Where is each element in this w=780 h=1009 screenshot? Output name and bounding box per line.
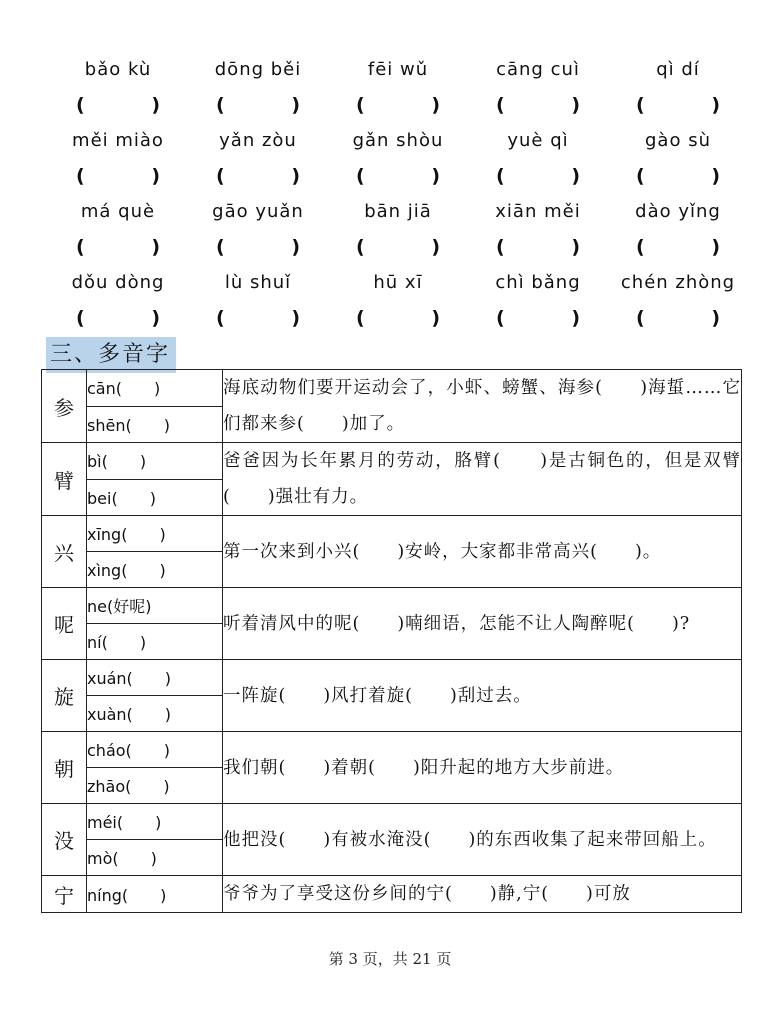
answer-blank[interactable]: ( ) — [496, 307, 580, 330]
pinyin-word: gāo yuǎn — [212, 201, 304, 223]
table-row — [42, 660, 742, 696]
pinyin-word: chén zhòng — [620, 272, 736, 294]
table-row — [42, 876, 742, 913]
answer-blank[interactable]: ( ) — [356, 94, 440, 117]
polyphone-char: 宁 — [42, 876, 87, 913]
pinyin-word: yǎn zòu — [219, 130, 297, 152]
pinyin-word: dào yǐng — [635, 201, 721, 223]
pronunciation-cell[interactable]: ní( ) — [87, 624, 223, 660]
polyphone-char: 参 — [42, 370, 87, 443]
pinyin-row — [48, 52, 748, 88]
pinyin-word: fēi wǔ — [367, 59, 429, 81]
page-footer: 第 3 页，共 21 页 — [328, 950, 452, 968]
answer-blank[interactable]: ( ) — [356, 236, 440, 259]
pronunciation-cell[interactable]: bei( ) — [87, 479, 223, 516]
polyphone-char: 兴 — [42, 516, 87, 588]
pronunciation-cell[interactable]: xuán( ) — [87, 660, 223, 696]
answer-blank[interactable]: ( ) — [636, 307, 720, 330]
pronunciation-cell[interactable]: cān( ) — [87, 370, 223, 407]
answer-blank[interactable]: ( ) — [76, 165, 160, 188]
answer-blank[interactable]: ( ) — [76, 236, 160, 259]
table-row — [42, 588, 742, 624]
pronunciation-cell[interactable]: zhāo( ) — [87, 768, 223, 804]
pinyin-word: dōng běi — [214, 59, 302, 81]
pinyin-word: dǒu dòng — [71, 272, 165, 294]
pinyin-word: má què — [80, 201, 156, 223]
table-row — [42, 804, 742, 840]
answer-row — [48, 159, 748, 195]
pronunciation-cell[interactable]: xuàn( ) — [87, 696, 223, 732]
polyphone-table — [41, 369, 742, 913]
pronunciation-cell[interactable]: shēn( ) — [87, 406, 223, 443]
pronunciation-cell[interactable]: mò( ) — [87, 840, 223, 876]
example-sentence[interactable]: 我们朝( )着朝( )阳升起的地方大步前进。 — [223, 732, 742, 804]
example-sentence[interactable]: 听着清风中的呢( )喃细语，怎能不让人陶醉呢( )? — [223, 588, 742, 660]
answer-blank[interactable]: ( ) — [216, 94, 300, 117]
pronunciation-cell[interactable]: níng( ) — [87, 876, 223, 913]
pinyin-word: hū xī — [373, 272, 423, 294]
answer-row — [48, 230, 748, 266]
example-sentence[interactable]: 爷爷为了享受这份乡间的宁( )静,宁( )可放 — [223, 876, 742, 913]
example-sentence[interactable]: 海底动物们要开运动会了，小虾、螃蟹、海参( )海蜇……它们都来参( )加了。 — [223, 370, 742, 443]
pinyin-word: cāng cuì — [496, 59, 580, 81]
table-row — [42, 516, 742, 552]
answer-blank[interactable]: ( ) — [216, 307, 300, 330]
answer-row — [48, 301, 748, 337]
polyphone-char: 呢 — [42, 588, 87, 660]
answer-blank[interactable]: ( ) — [356, 307, 440, 330]
pinyin-grid — [48, 52, 748, 336]
answer-blank[interactable]: ( ) — [496, 165, 580, 188]
answer-blank[interactable]: ( ) — [636, 236, 720, 259]
table-row — [42, 443, 742, 480]
pinyin-word: gào sù — [645, 130, 711, 152]
pronunciation-cell[interactable]: xìng( ) — [87, 552, 223, 588]
pronunciation-cell[interactable]: ne(好呢) — [87, 588, 223, 624]
pinyin-word: gǎn shòu — [352, 130, 444, 152]
pronunciation-cell[interactable]: cháo( ) — [87, 732, 223, 768]
pinyin-word: lù shuǐ — [224, 272, 292, 294]
pinyin-row — [48, 194, 748, 230]
pinyin-word: bǎo kù — [84, 59, 152, 81]
answer-blank[interactable]: ( ) — [496, 236, 580, 259]
pinyin-word: qì dí — [656, 59, 700, 81]
polyphone-char: 臂 — [42, 443, 87, 516]
pinyin-word: yuè qì — [507, 130, 569, 152]
answer-blank[interactable]: ( ) — [496, 94, 580, 117]
example-sentence[interactable]: 一阵旋( )风打着旋( )刮过去。 — [223, 660, 742, 732]
answer-blank[interactable]: ( ) — [216, 236, 300, 259]
section-title: 三、多音字 — [46, 337, 176, 373]
table-row — [42, 370, 742, 407]
example-sentence[interactable]: 第一次来到小兴( )安岭，大家都非常高兴( )。 — [223, 516, 742, 588]
answer-blank[interactable]: ( ) — [636, 165, 720, 188]
polyphone-char: 没 — [42, 804, 87, 876]
pronunciation-cell[interactable]: méi( ) — [87, 804, 223, 840]
pinyin-word: měi miào — [72, 130, 164, 152]
table-row — [42, 732, 742, 768]
pinyin-row — [48, 265, 748, 301]
answer-blank[interactable]: ( ) — [356, 165, 440, 188]
pronunciation-cell[interactable]: xīng( ) — [87, 516, 223, 552]
answer-blank[interactable]: ( ) — [76, 94, 160, 117]
pinyin-row — [48, 123, 748, 159]
polyphone-char: 旋 — [42, 660, 87, 732]
answer-blank[interactable]: ( ) — [216, 165, 300, 188]
pinyin-word: bān jiā — [364, 201, 432, 223]
example-sentence[interactable]: 爸爸因为长年累月的劳动，胳臂( )是古铜色的，但是双臂( )强壮有力。 — [223, 443, 742, 516]
example-sentence[interactable]: 他把没( )有被水淹没( )的东西收集了起来带回船上。 — [223, 804, 742, 876]
pronunciation-cell[interactable]: bì( ) — [87, 443, 223, 480]
polyphone-char: 朝 — [42, 732, 87, 804]
pinyin-word: xiān měi — [495, 201, 581, 223]
answer-row — [48, 88, 748, 124]
answer-blank[interactable]: ( ) — [636, 94, 720, 117]
pinyin-word: chì bǎng — [495, 272, 581, 294]
answer-blank[interactable]: ( ) — [76, 307, 160, 330]
